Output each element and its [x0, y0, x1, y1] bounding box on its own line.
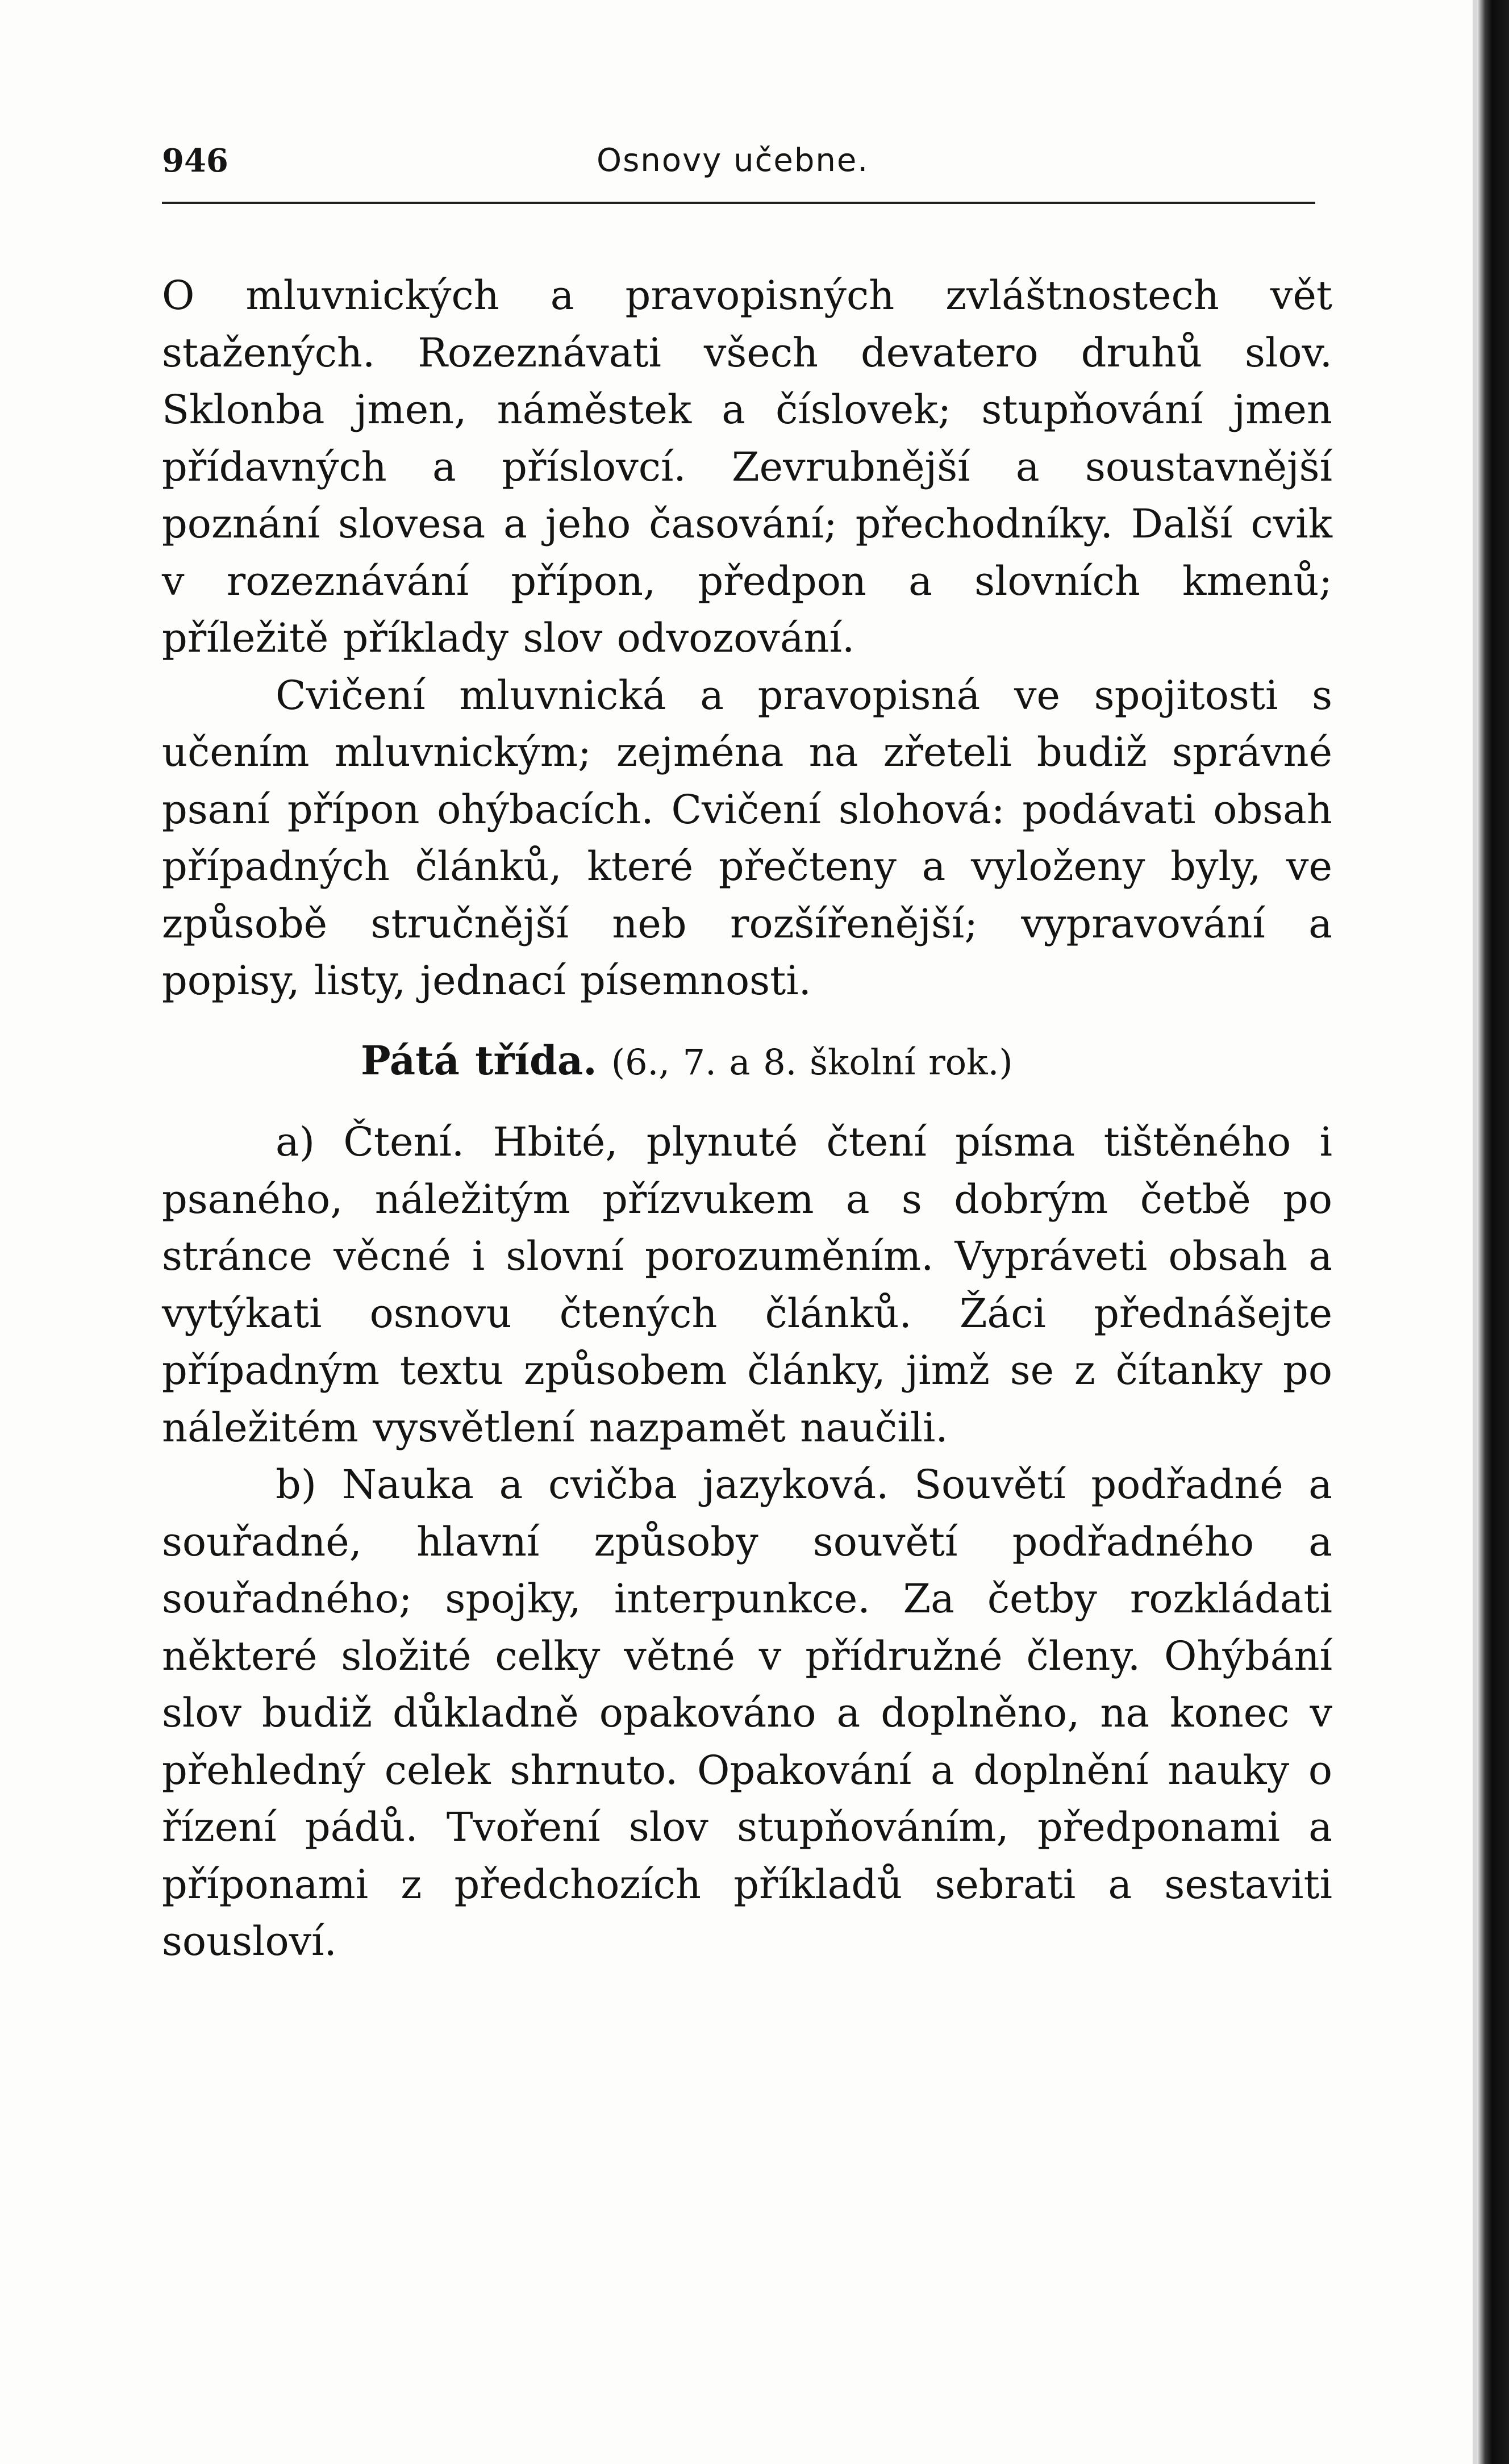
body-text	[162, 267, 1332, 1970]
subsection-reading-label: a) Čtení.	[276, 1119, 465, 1165]
subsection-language-label: b) Nauka a cvičba jazyková.	[276, 1461, 889, 1508]
paragraph-exercises: Cvičení mluvnická a pravopisná ve spojitosti s učením mluvnickým; zejména na zřeteli budiž správné psaní přípon ohýbacích. Cvičení slohová: podávati obsah případných článků, které přečteny a vyloženy byly, ve způsobě stručnější neb rozšířenější; vypravování a popisy, listy, jednací písemnosti.	[162, 672, 1332, 1004]
running-title: Osnovy učebne.	[597, 142, 869, 179]
subsection-language-text: Souvětí podřadné a souřadné, hlavní způsoby souvětí podřadného a souřadného; spojky, interpunkce. Za četby rozkládati některé složité celky větné v přídružné členy. Ohýbání slov budiž důkladně opakováno a doplněno, na konec v přehledný celek shrnuto. Opakování a doplnění nauky o řízení pádů. Tvoření slov stupňováním, předponami a příponami z předchozích příkladů sebrati a sestaviti sousloví.	[162, 1461, 1332, 1965]
scan-edge-shadow	[1473, 0, 1477, 2464]
section-title: Pátá třída.	[361, 1036, 597, 1084]
page-number: 946	[162, 142, 228, 180]
section-heading	[162, 1032, 1332, 1091]
section-subtitle: (6., 7. a 8. školní rok.)	[611, 1041, 1013, 1083]
scan-edge-border	[1477, 0, 1509, 2464]
page-header	[162, 142, 1315, 187]
subsection-language	[162, 1456, 1332, 1970]
header-rule	[162, 202, 1315, 204]
subsection-reading-text: Hbité, plynuté čtení písma tištěného i psaného, náležitým přízvukem a s dobrým četbě po stránce věcné i slovní porozuměním. Vypráveti obsah a vytýkati osnovu čtených článků. Žáci přednášejte případným textu způsobem články, jimž se z čítanky po náležitém vysvětlení nazpamět naučili.	[162, 1119, 1332, 1451]
subsection-reading	[162, 1114, 1332, 1456]
paragraph-grammar: O mluvnických a pravopisných zvláštnostech vět stažených. Rozeznávati všech devatero druhů slov. Sklonba jmen, náměstek a číslovek; stupňování jmen přídavných a příslovcí. Zevrubnější a soustavnější poznání slovesa a jeho časování; přechodníky. Další cvik v rozeznávání přípon, předpon a slovních kmenů; příležitě příklady slov odvozování.	[162, 272, 1332, 661]
